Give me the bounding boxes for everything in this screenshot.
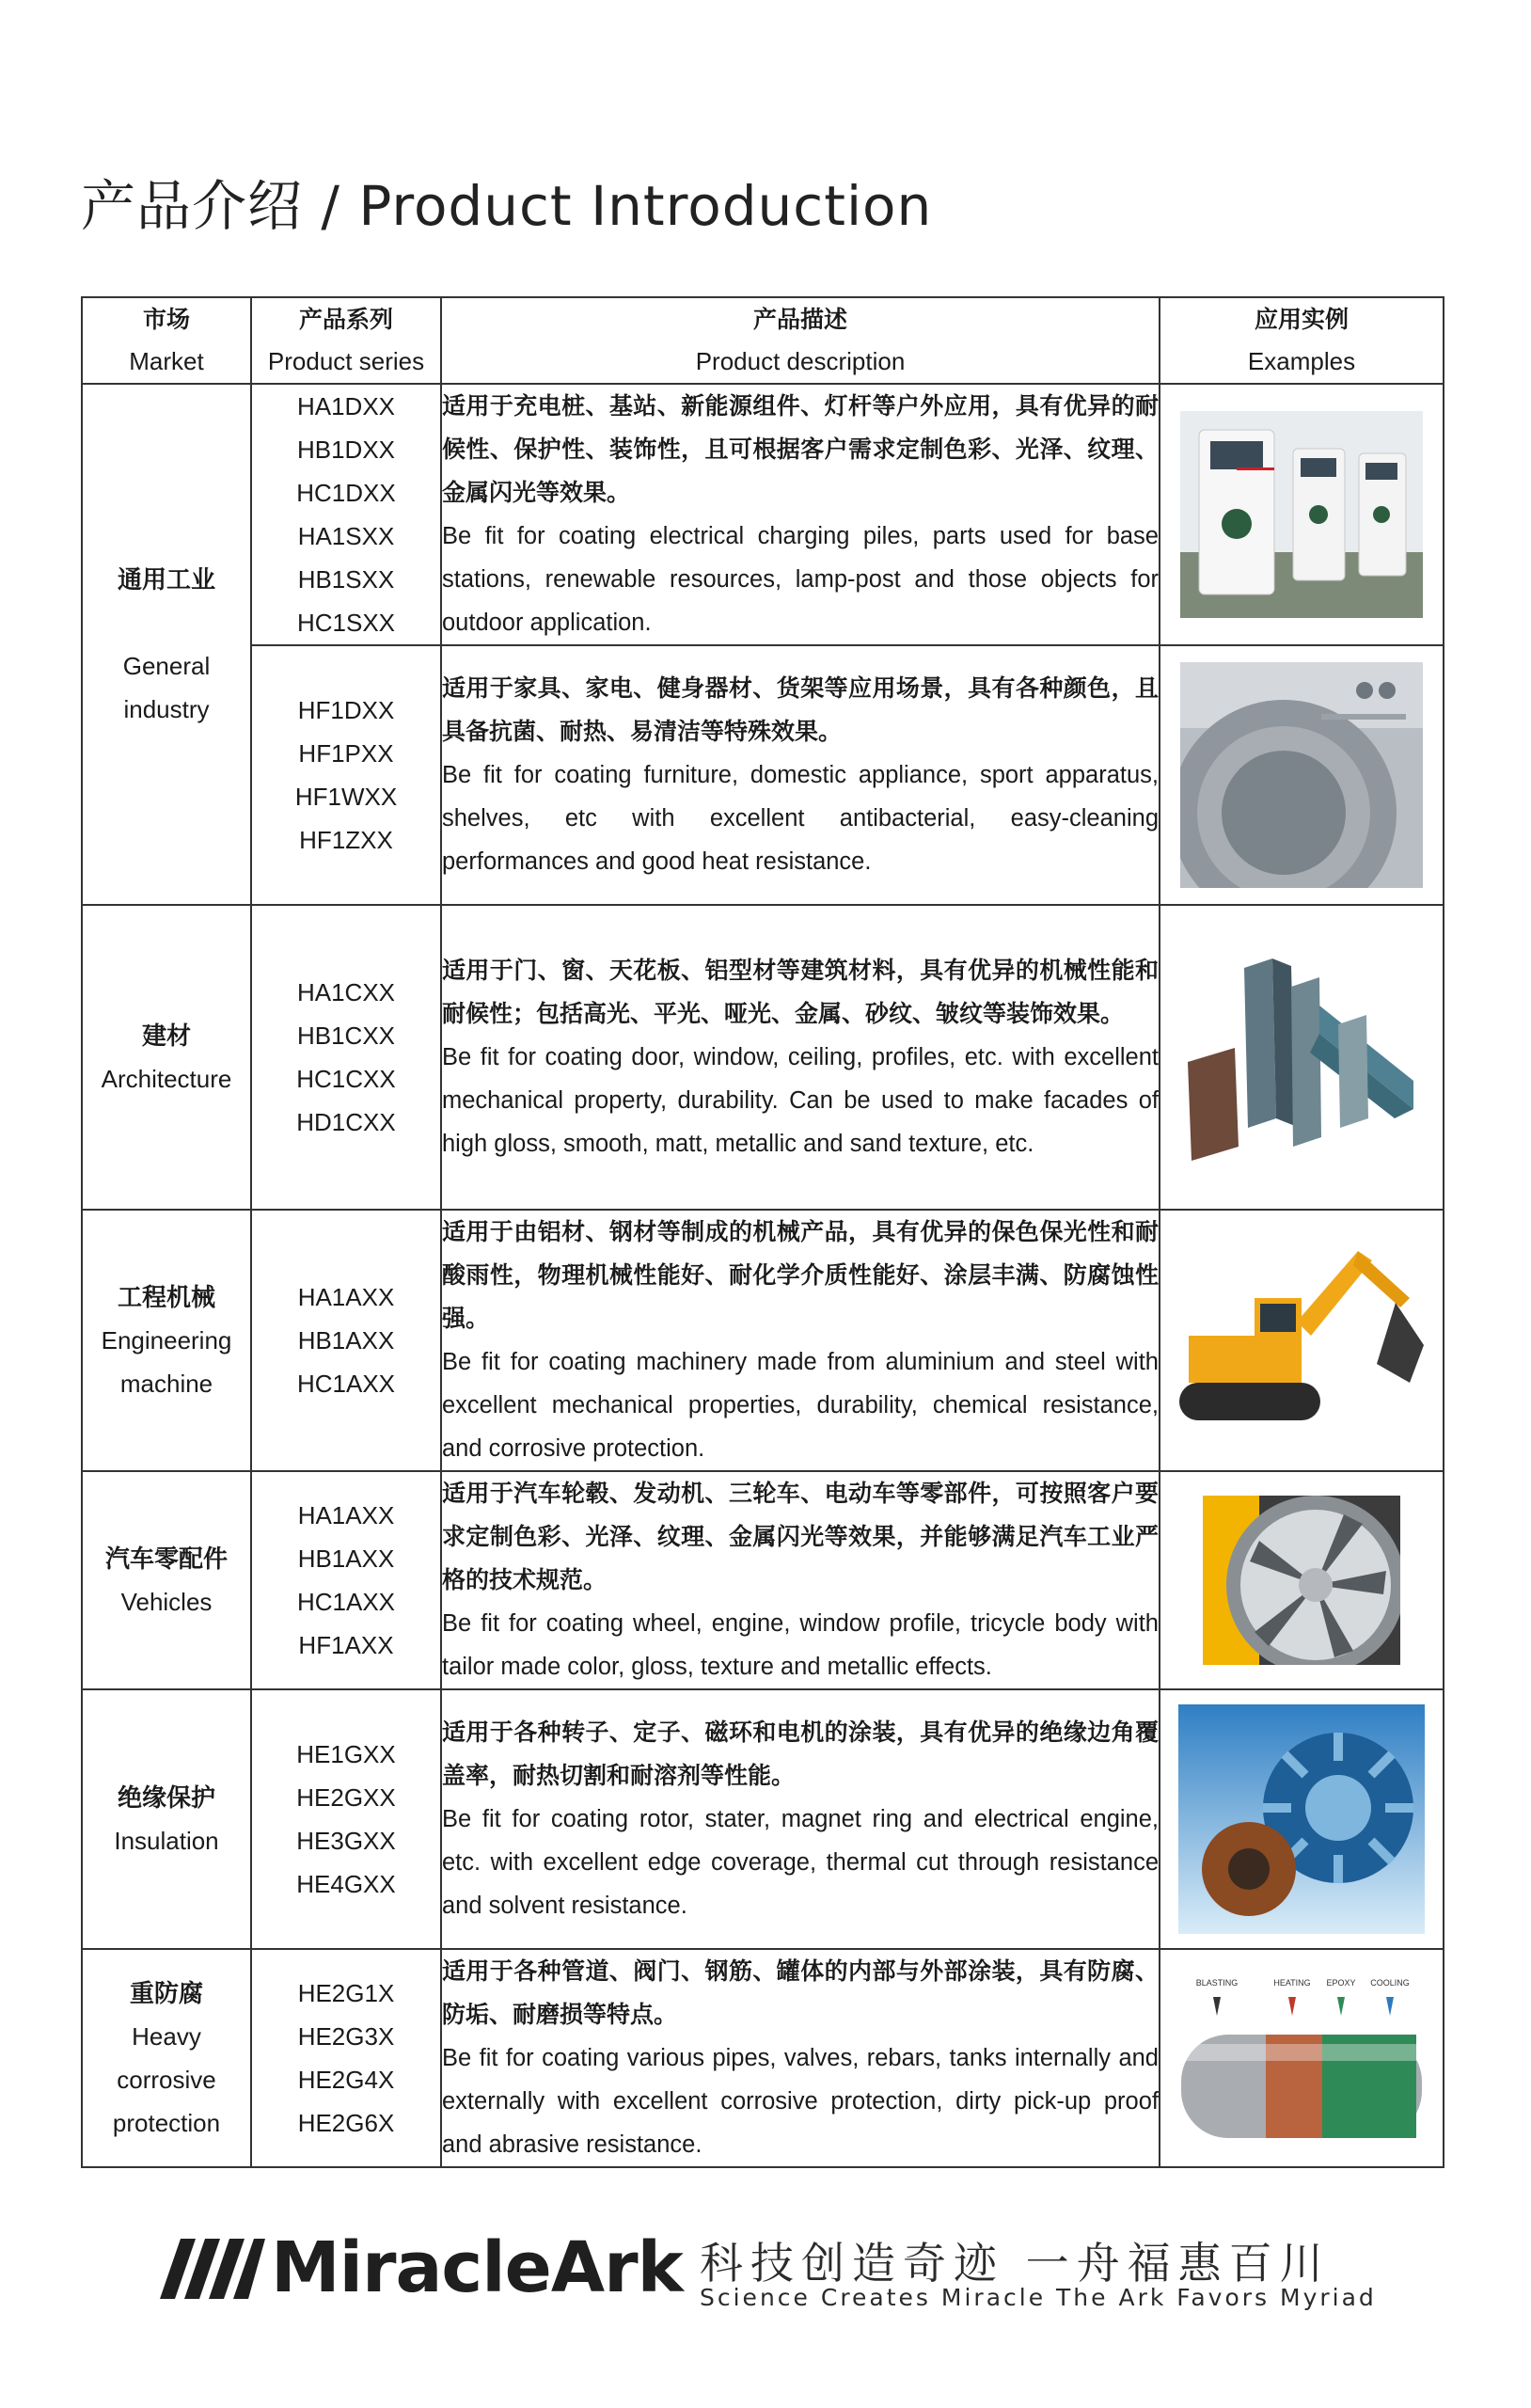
description-en: Be fit for coating electrical charging piles, parts used for base stations, renewable resources, lamp-post and those objects for outdoor application. xyxy=(442,523,1159,636)
header-series xyxy=(251,297,441,384)
header-market-zh: 市场 xyxy=(142,307,190,333)
header-series-zh: 产品系列 xyxy=(298,307,393,333)
market-zh: 重防腐 xyxy=(129,1979,203,2007)
market-zh: 汽车零配件 xyxy=(104,1545,228,1573)
market-zh: 通用工业 xyxy=(117,565,215,594)
series-item: HE1GXX xyxy=(296,1740,396,1768)
series-item: HF1AXX xyxy=(298,1631,394,1659)
market-zh: 工程机械 xyxy=(117,1283,215,1311)
market-en: Vehicles xyxy=(120,1588,213,1616)
description-cell xyxy=(441,1949,1160,2167)
excavator-image xyxy=(1170,1232,1433,1449)
example-cell xyxy=(1160,1949,1444,2167)
description-en: Be fit for coating wheel, engine, window profile, tricycle body with tailor made color, gloss, texture and metallic effects. xyxy=(442,1610,1159,1680)
series-item: HB1CXX xyxy=(296,1022,396,1050)
series-cell xyxy=(251,905,441,1210)
rotor-stator-image xyxy=(1178,1704,1425,1934)
header-market xyxy=(82,297,251,384)
series-item: HA1SXX xyxy=(297,522,395,550)
series-item: HE4GXX xyxy=(296,1870,396,1898)
series-item: HB1AXX xyxy=(297,1326,395,1354)
series-item: HC1AXX xyxy=(296,1588,396,1616)
brand-name: MiracleArk xyxy=(271,2227,683,2308)
series-item: HA1DXX xyxy=(296,392,396,420)
table-row xyxy=(82,1471,1444,1689)
market-zh: 建材 xyxy=(141,1022,191,1050)
aluminium-profile-image xyxy=(1178,949,1425,1165)
series-item: HA1AXX xyxy=(297,1283,395,1311)
description-zh: 适用于充电桩、基站、新能源组件、灯杆等户外应用，具有优异的耐候性、保护性、装饰性，且可根据客户需求定制色彩、光泽、纹理、金属闪光等效果。 xyxy=(442,393,1159,506)
series-cell xyxy=(251,645,441,905)
market-cell xyxy=(82,384,251,905)
description-zh: 适用于各种转子、定子、磁环和电机的涂装，具有优异的绝缘边角覆盖率，耐热切割和耐溶剂等性能。 xyxy=(442,1719,1159,1789)
product-table xyxy=(81,296,1444,2168)
series-item: HE2G3X xyxy=(297,2022,395,2051)
table-row xyxy=(82,905,1444,1210)
example-cell xyxy=(1160,1471,1444,1689)
series-item: HB1AXX xyxy=(297,1545,395,1573)
series-cell xyxy=(251,1949,441,2167)
wheel-rim-image xyxy=(1203,1496,1400,1665)
slogan-en: Science Creates Miracle The Ark Favors Myriad xyxy=(700,2284,1377,2311)
table-row xyxy=(82,1210,1444,1471)
example-cell xyxy=(1160,645,1444,905)
series-item: HA1AXX xyxy=(297,1501,395,1529)
pipe-label-blasting: BLASTING xyxy=(1195,1978,1239,1988)
description-zh: 适用于汽车轮毂、发动机、三轮车、电动车等零部件，可按照客户要求定制色彩、光泽、纹理、金属闪光等效果，并能够满足汽车工业严格的技术规范。 xyxy=(442,1481,1159,1593)
series-item: HC1SXX xyxy=(296,609,396,637)
series-item: HD1CXX xyxy=(296,1108,396,1136)
pipe-label-heating: HEATING xyxy=(1273,1978,1311,1988)
description-zh: 适用于家具、家电、健身器材、货架等应用场景，具有各种颜色，且具备抗菌、耐热、易清洁等特殊效果。 xyxy=(442,675,1159,745)
market-zh: 绝缘保护 xyxy=(117,1783,215,1812)
table-row xyxy=(82,384,1444,645)
series-item: HE2GXX xyxy=(296,1783,396,1812)
series-item: HF1DXX xyxy=(297,696,395,724)
page-title: 产品介绍 / Product Introduction xyxy=(81,174,933,238)
series-cell xyxy=(251,384,441,645)
header-examples xyxy=(1160,297,1444,384)
series-item: HB1SXX xyxy=(297,565,395,594)
table-header-row xyxy=(82,297,1444,384)
table-row xyxy=(82,645,1444,905)
header-description xyxy=(441,297,1160,384)
brand-logo-icon xyxy=(160,2239,265,2299)
series-cell xyxy=(251,1471,441,1689)
pipe-coating-image xyxy=(1172,1969,1431,2147)
market-en: Architecture xyxy=(101,1065,232,1093)
header-examples-zh: 应用实例 xyxy=(1254,307,1349,333)
series-item: HE2G6X xyxy=(297,2109,395,2137)
market-cell xyxy=(82,1471,251,1689)
series-item: HE3GXX xyxy=(296,1827,396,1855)
market-en: Engineering machine xyxy=(101,1326,232,1398)
market-cell xyxy=(82,1210,251,1471)
series-item: HF1PXX xyxy=(298,739,394,768)
header-market-en: Market xyxy=(129,347,204,375)
table-row xyxy=(82,1689,1444,1949)
description-zh: 适用于各种管道、阀门、钢筋、罐体的内部与外部涂装，具有防腐、防垢、耐磨损等特点。 xyxy=(442,1958,1159,2028)
example-cell xyxy=(1160,905,1444,1210)
description-cell xyxy=(441,384,1160,645)
market-cell xyxy=(82,905,251,1210)
example-cell xyxy=(1160,1689,1444,1949)
series-item: HC1AXX xyxy=(296,1370,396,1398)
market-cell xyxy=(82,1949,251,2167)
series-cell xyxy=(251,1210,441,1471)
description-cell xyxy=(441,645,1160,905)
charging-pile-image xyxy=(1180,411,1423,618)
description-en: Be fit for coating rotor, stater, magnet ring and electrical engine, etc. with excellent edge coverage, thermal cut through resistance and solvent resistance. xyxy=(442,1806,1159,1919)
header-series-en: Product series xyxy=(267,347,425,375)
series-item: HE2G1X xyxy=(297,1979,395,2007)
example-cell xyxy=(1160,384,1444,645)
slogan-zh: 科技创造奇迹 一舟福惠百川 xyxy=(700,2238,1331,2289)
pipe-label-epoxy: EPOXY xyxy=(1326,1978,1356,1988)
series-item: HB1DXX xyxy=(296,436,396,464)
table-row xyxy=(82,1949,1444,2167)
series-item: HC1DXX xyxy=(296,479,396,507)
pipe-label-cooling: COOLING xyxy=(1370,1978,1410,1988)
description-cell xyxy=(441,905,1160,1210)
market-cell xyxy=(82,1689,251,1949)
description-en: Be fit for coating machinery made from aluminium and steel with excellent mechanical properties, durability, chemical resistance, and corrosive protection. xyxy=(442,1349,1159,1462)
description-en: Be fit for coating various pipes, valves, rebars, tanks internally and externally with excellent corrosive protection, dirty pick-up proof and abrasive resistance. xyxy=(442,2045,1159,2158)
series-item: HC1CXX xyxy=(296,1065,396,1093)
description-zh: 适用于门、窗、天花板、铝型材等建筑材料，具有优异的机械性能和耐候性；包括高光、平光、哑光、金属、砂纹、皱纹等装饰效果。 xyxy=(442,958,1159,1027)
header-desc-zh: 产品描述 xyxy=(752,307,847,333)
description-en: Be fit for coating furniture, domestic appliance, sport apparatus, shelves, etc with excellent antibacterial, easy-cleaning performances and good heat resistance. xyxy=(442,762,1159,875)
header-desc-en: Product description xyxy=(695,347,906,375)
market-en: Heavy corrosive protection xyxy=(112,2022,221,2137)
description-cell xyxy=(441,1210,1160,1471)
description-en: Be fit for coating door, window, ceiling, profiles, etc. with excellent mechanical property, durability. Can be used to make facades of high gloss, smooth, matt, metallic and sand texture, etc. xyxy=(442,1044,1159,1157)
header-examples-en: Examples xyxy=(1247,347,1356,375)
series-item: HF1WXX xyxy=(294,783,398,811)
series-item: HE2G4X xyxy=(297,2066,395,2094)
series-cell xyxy=(251,1689,441,1949)
market-en: Insulation xyxy=(114,1827,219,1855)
description-cell xyxy=(441,1471,1160,1689)
market-en: General industry xyxy=(122,652,211,723)
description-zh: 适用于由铝材、钢材等制成的机械产品，具有优异的保色保光性和耐酸雨性，物理机械性能好、耐化学介质性能好、涂层丰满、防腐蚀性强。 xyxy=(442,1219,1159,1332)
description-cell xyxy=(441,1689,1160,1949)
washing-machine-image xyxy=(1180,662,1423,888)
example-cell xyxy=(1160,1210,1444,1471)
series-item: HF1ZXX xyxy=(299,826,393,854)
series-item: HA1CXX xyxy=(296,978,396,1006)
